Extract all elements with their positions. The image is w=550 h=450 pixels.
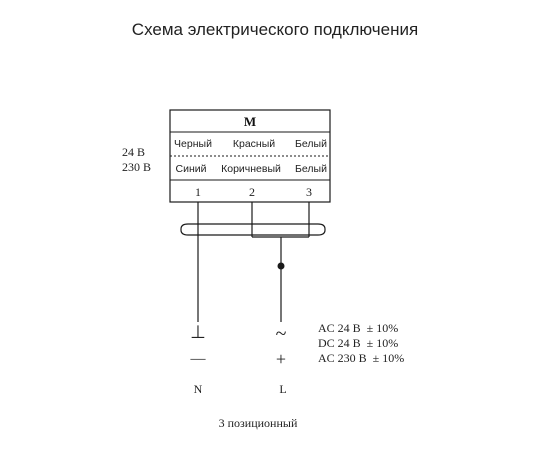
- wire-color-row1-black: Черный: [174, 138, 212, 150]
- wire-color-row2-blue: Синий: [175, 163, 207, 175]
- supply-spec-dc24: DC 24 В ± 10%: [318, 336, 399, 350]
- motor-label: M: [243, 114, 257, 129]
- minus-symbol: —: [190, 351, 206, 367]
- wire-color-row2-white: Белый: [295, 163, 327, 175]
- wire-color-row1-white: Белый: [295, 138, 327, 150]
- caption: 3 позиционный: [218, 416, 298, 430]
- supply-spec-ac230: AC 230 В ± 10%: [318, 351, 405, 365]
- terminal-2-label: 2: [249, 185, 255, 199]
- wire-color-row2-brown: Коричневый: [221, 163, 281, 175]
- terminal-1-label: 1: [195, 185, 201, 199]
- plus-symbol: +: [275, 349, 287, 369]
- voltage-label-24: 24 В: [122, 145, 146, 159]
- wiring-lines: [181, 202, 325, 322]
- junction-dot: [278, 263, 285, 270]
- wire-color-row1-red: Красный: [232, 138, 276, 150]
- supply-spec-ac24: AC 24 В ± 10%: [318, 321, 399, 335]
- voltage-label-230: 230 В: [122, 160, 152, 174]
- terminal-l-label: L: [279, 382, 287, 396]
- ground-symbol: ⊥: [190, 322, 206, 342]
- diagram-title: Схема электрического подключения: [131, 20, 419, 39]
- ac-symbol: ~: [275, 323, 287, 345]
- terminal-3-label: 3: [306, 185, 312, 199]
- terminal-n-label: N: [193, 382, 203, 396]
